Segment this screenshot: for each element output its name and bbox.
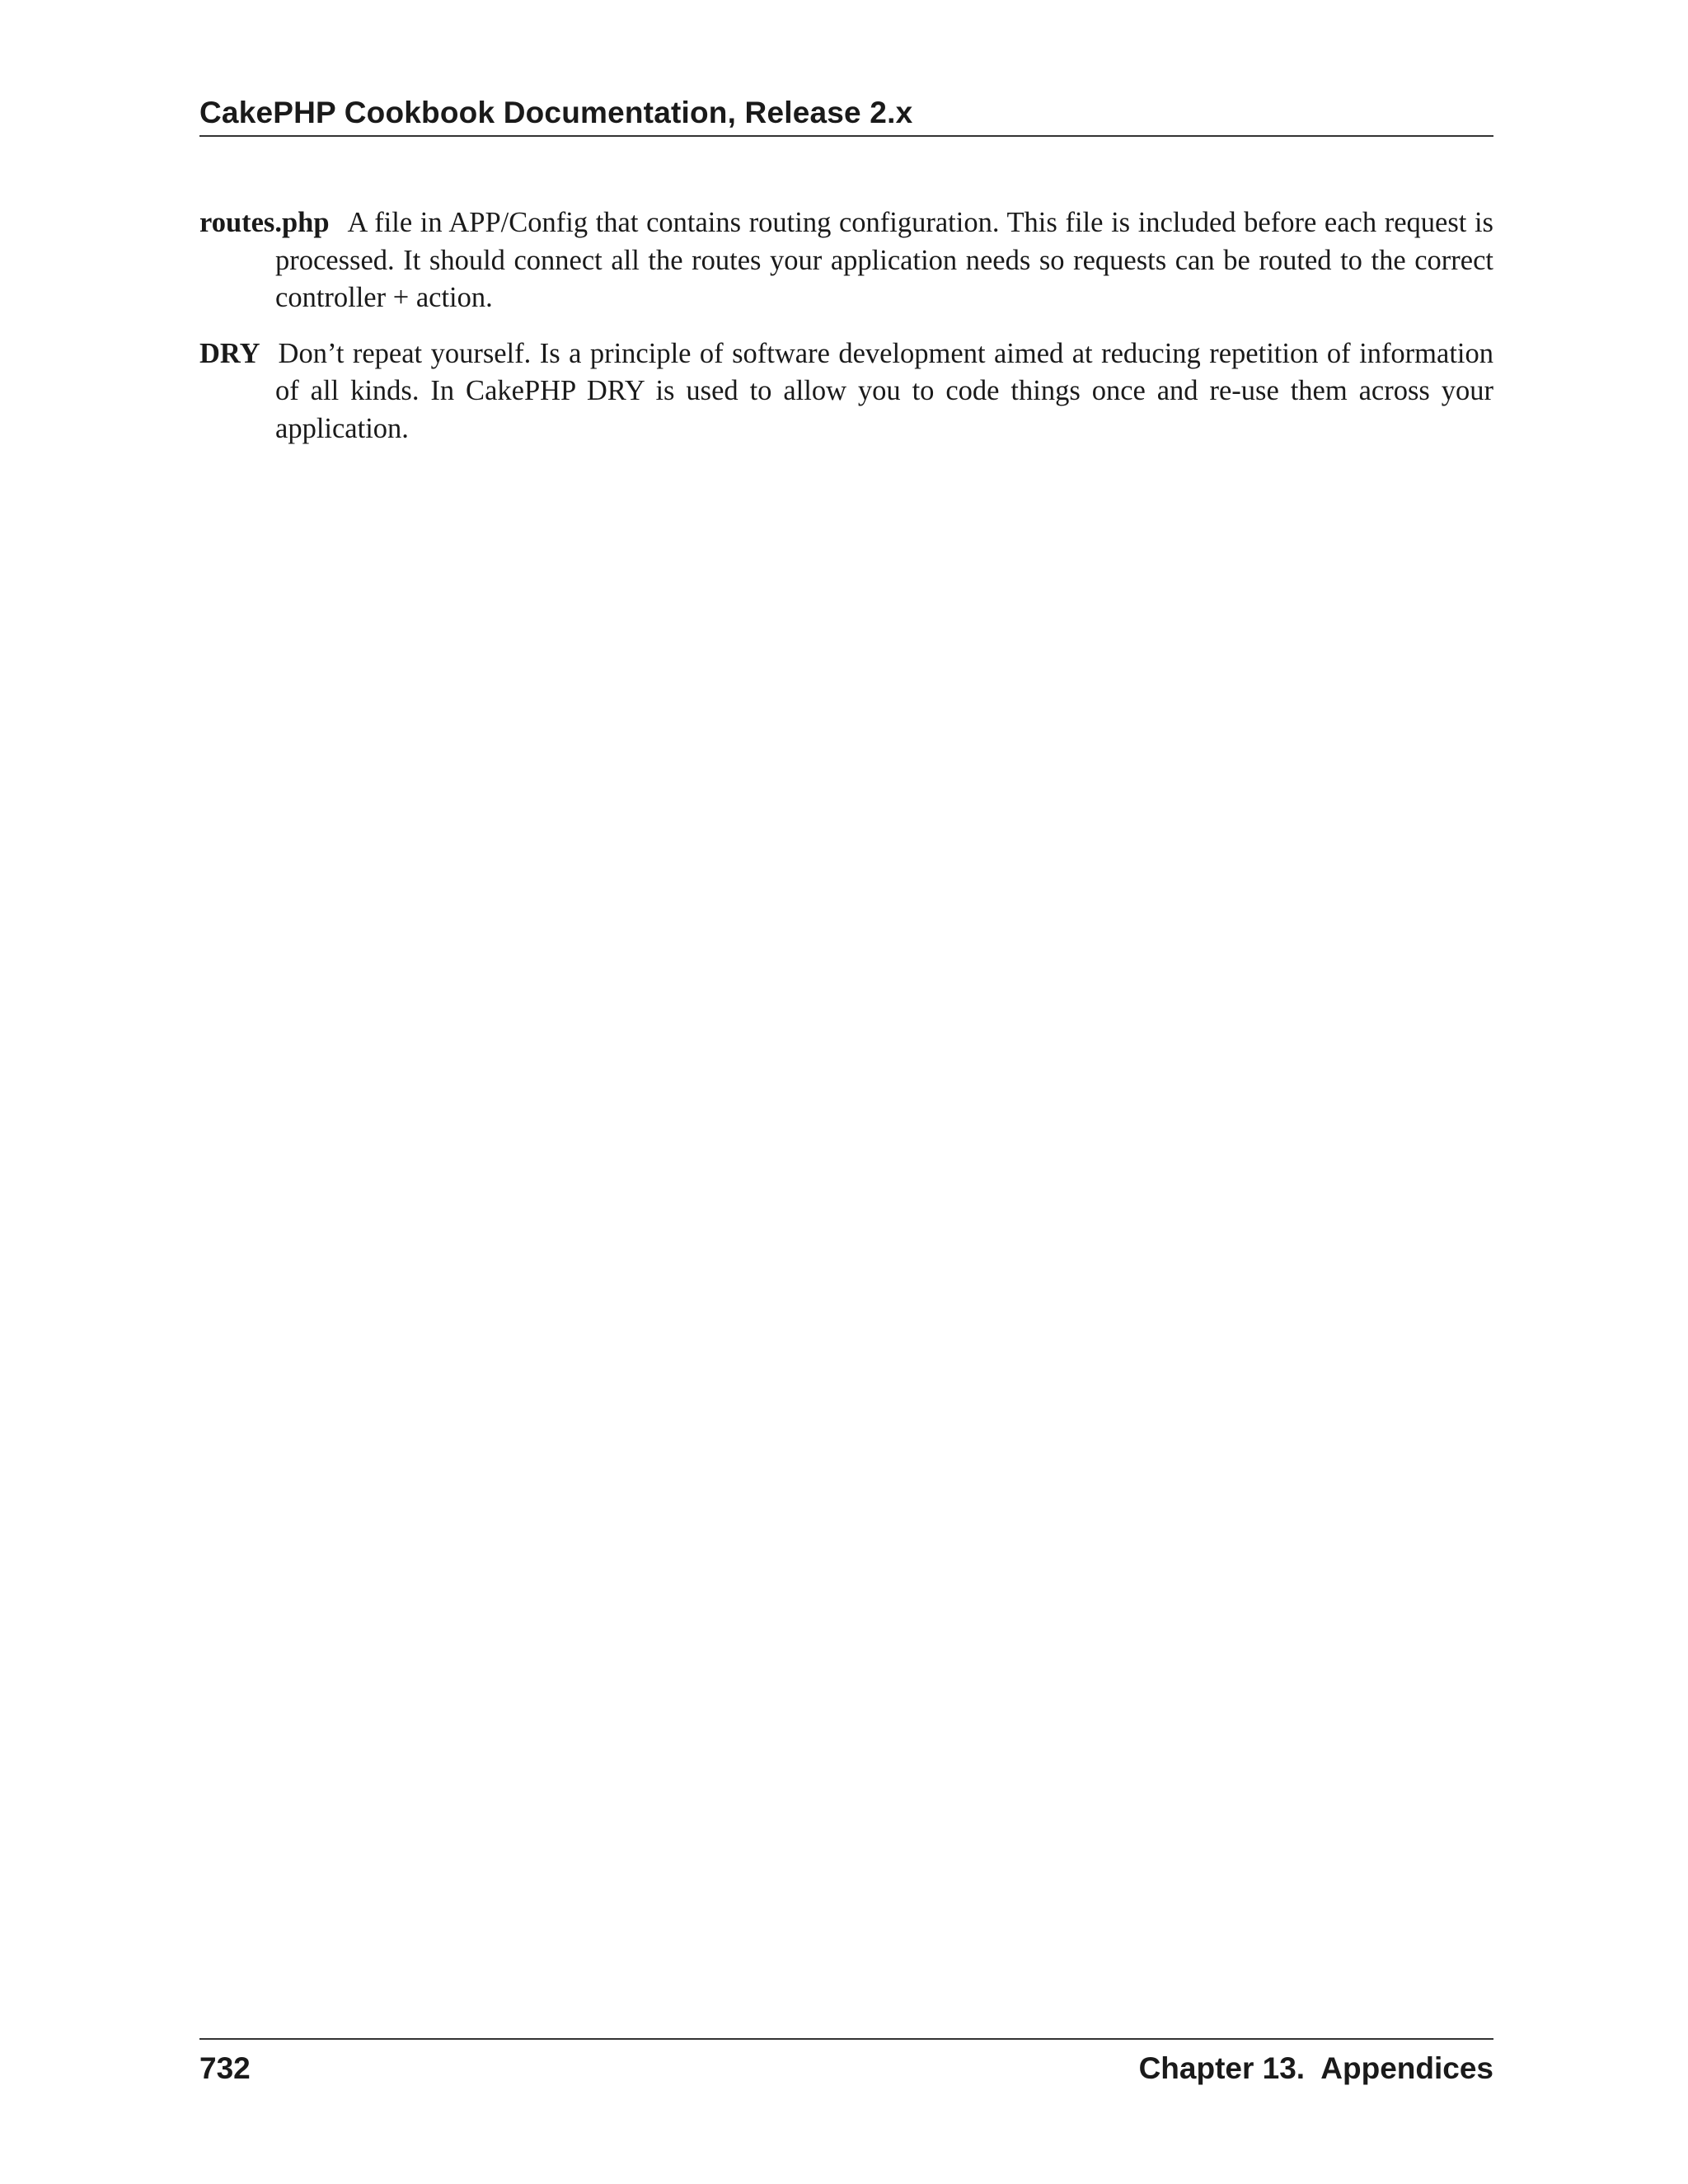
glossary-list [199, 204, 1493, 466]
chapter-title: Chapter 13. Appendices [1138, 2051, 1493, 2085]
glossary-term: DRY [199, 337, 260, 369]
running-footer [199, 2038, 1493, 2089]
glossary-definition: Don’t repeat yourself. Is a principle of software development aimed at reducing repetition of information of all kinds. In CakePHP DRY is used to allow you to code things once and re-use them across your application. [275, 337, 1493, 444]
document-title: CakePHP Cookbook Documentation, Release 2.x [199, 96, 913, 129]
running-header [199, 92, 1493, 137]
glossary-entry-routes-php [199, 204, 1493, 317]
glossary-definition: A file in APP/Config that contains routing configuration. This file is included before each request is processed. It should connect all the routes your application needs so requests can be routed to the correct controller + action. [275, 207, 1493, 313]
page-number: 732 [199, 2051, 251, 2085]
glossary-term: routes.php [199, 207, 330, 238]
glossary-entry-dry [199, 335, 1493, 448]
